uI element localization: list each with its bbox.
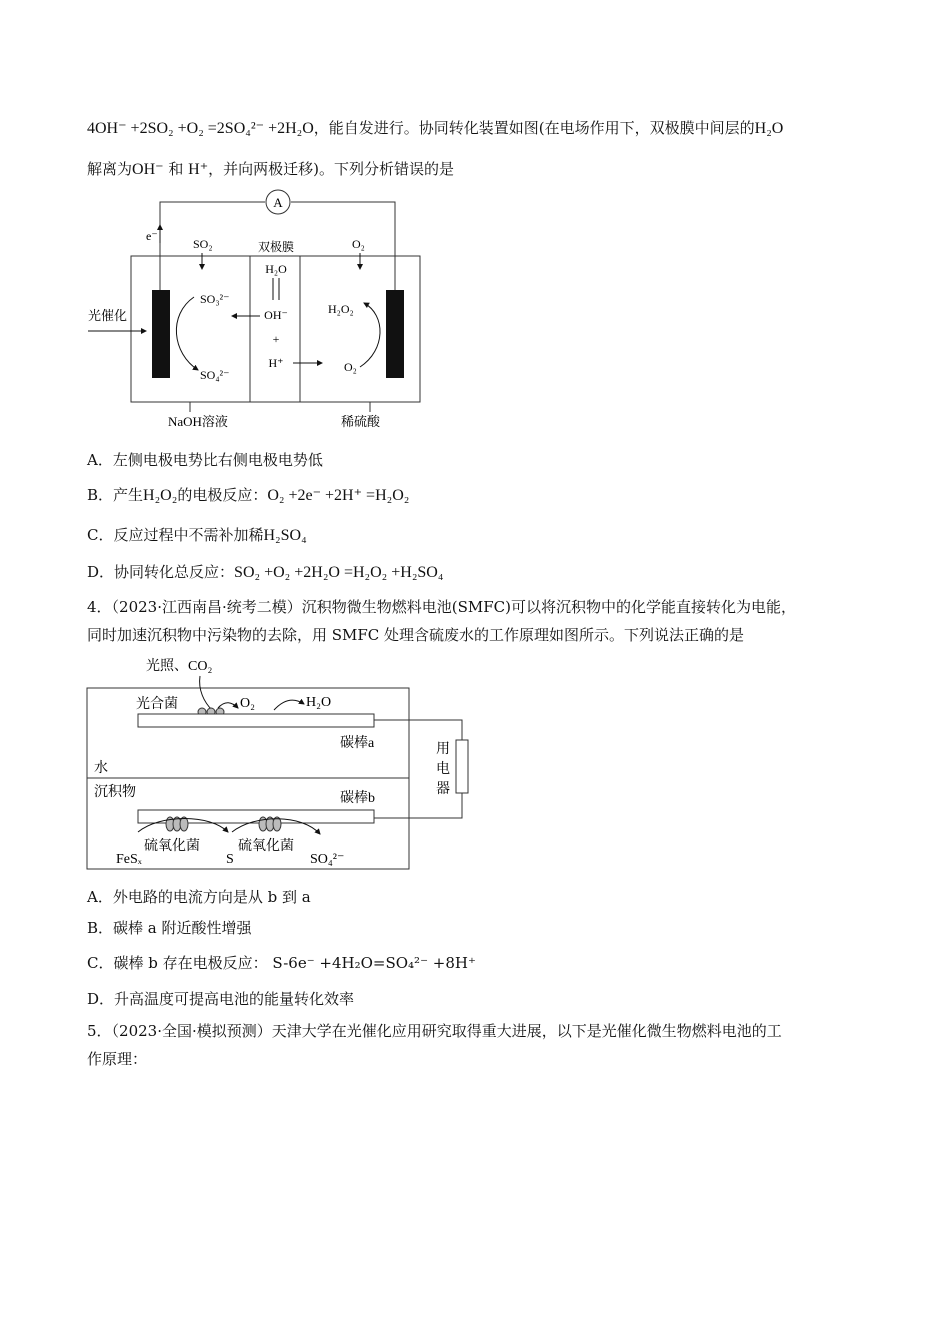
- option-text: 产生: [113, 486, 144, 504]
- h2o-formula: H₂O: [754, 120, 784, 137]
- so3-label: SO₃²⁻: [200, 292, 230, 306]
- q3-option-b: [87, 484, 409, 507]
- membrane-h2o: H₂O: [265, 262, 287, 276]
- option-formula: H₂SO₄: [263, 527, 307, 544]
- o2-bottom-label: O₂: [344, 360, 357, 374]
- q4-option-b: [87, 917, 252, 939]
- q4-option-a: [87, 886, 311, 908]
- option-label: A．: [87, 451, 113, 469]
- intro-text-2: 解离为: [87, 160, 133, 178]
- intro-line-1: [87, 117, 783, 140]
- rod-b-label: 碳棒b: [340, 791, 375, 806]
- option-text-2: 的电极反应：: [177, 486, 268, 504]
- q4-stem-line-1: 4．（2023·江西南昌·统考二模）沉积物微生物燃料电池(SMFC)可以将沉积物中的化学能直接转化为电能，: [87, 598, 796, 616]
- oh-formula: OH⁻: [132, 161, 164, 178]
- option-formula: SO₂ +O₂ +2H₂O =H₂O₂ +H₂SO₄: [234, 564, 444, 581]
- option-text: 反应过程中不需补加稀: [113, 526, 264, 544]
- figure-2-smfc-diagram: [80, 650, 480, 875]
- photosynthetic-bacteria-label: 光合菌: [136, 697, 178, 712]
- membrane-label: 双极膜: [257, 240, 295, 254]
- electrical-device: [456, 740, 468, 793]
- option-label: B．: [87, 486, 114, 504]
- option-label: B．: [87, 919, 114, 937]
- equation-1: 4OH⁻ +2SO₂ +O₂ =2SO₄²⁻ +2H₂O: [87, 120, 314, 137]
- electron-label: e⁻: [146, 229, 158, 243]
- option-formula-2: O₂ +2e⁻ +2H⁺ =H₂O₂: [267, 487, 410, 504]
- so4-label: SO₄²⁻: [310, 852, 345, 867]
- sulfur-bacteria-label-2: 硫氧化菌: [238, 839, 294, 854]
- fesx-label: FeSₓ: [116, 852, 142, 867]
- left-electrode: [152, 290, 170, 378]
- rod-a-label: 碳棒a: [340, 736, 375, 751]
- q5-stem-line-1: 5．（2023·全国·模拟预测）天津大学在光催化应用研究取得重大进展，以下是光催化微生物燃料电池的工: [87, 1022, 782, 1040]
- s-label: S: [226, 852, 234, 867]
- membrane-plus: +: [272, 332, 280, 346]
- sulfur-bacteria-label-1: 硫氧化菌: [144, 839, 200, 854]
- device-label-3: 器: [436, 782, 450, 797]
- option-formula: H₂O₂: [143, 487, 178, 504]
- so2-label: SO₂: [193, 237, 213, 251]
- option-text: 外电路的电流方向是从 b 到 a: [112, 888, 311, 906]
- membrane-oh: OH⁻: [264, 308, 288, 322]
- h2o-label: H₂O: [306, 695, 332, 710]
- q4-option-d: [87, 988, 354, 1010]
- intro-text-1: ，能自发进行。协同转化装置如图(在电场作用下，双极膜中间层的: [313, 119, 755, 137]
- membrane-hplus: H⁺: [268, 356, 284, 370]
- q4-stem-line-2: 同时加速沉积物中污染物的去除，用 SMFC 处理含硫废水的工作原理如图所示。下列说法正确的是: [87, 626, 745, 644]
- carbon-rod-a: [138, 714, 374, 727]
- intro-text-3: 和: [168, 160, 184, 178]
- ammeter-label: A: [273, 195, 283, 210]
- option-text: 碳棒 a 附近酸性增强: [113, 919, 252, 937]
- option-text: 协同转化总反应：: [114, 563, 235, 581]
- option-label: D．: [87, 990, 115, 1008]
- option-label: D．: [87, 563, 115, 581]
- intro-text-4: ，并向两极迁移)。下列分析错误的是: [208, 160, 455, 178]
- hplus-formula: H⁺: [188, 161, 209, 178]
- figure-1-cell-diagram: [80, 185, 430, 435]
- light-co2-label: 光照、CO₂: [146, 659, 213, 674]
- right-electrode: [386, 290, 404, 378]
- q4-option-c: [87, 952, 476, 974]
- device-label-1: 用: [436, 742, 450, 757]
- q3-option-d: [87, 561, 443, 584]
- dilute-sulfuric-label: 稀硫酸: [341, 414, 381, 429]
- option-label: C．: [87, 954, 114, 972]
- water-label: 水: [94, 761, 108, 776]
- so4-label: SO₄²⁻: [200, 368, 230, 382]
- sediment-label: 沉积物: [94, 785, 136, 800]
- naoh-solution-label: NaOH溶液: [168, 414, 228, 429]
- option-label: A．: [87, 888, 113, 906]
- h2o2-label: H₂O₂: [328, 302, 354, 316]
- option-text: 左侧电极电势比右侧电极电势低: [112, 451, 323, 469]
- light-catalysis-label: 光催化: [88, 308, 128, 323]
- option-label: C．: [87, 526, 114, 544]
- q5-stem-line-2: 作原理：: [87, 1050, 148, 1068]
- option-text: 升高温度可提高电池的能量转化效率: [114, 990, 355, 1008]
- device-label-2: 电: [436, 762, 450, 777]
- q3-option-a: [87, 449, 323, 471]
- o2-label: O₂: [240, 696, 255, 711]
- q3-option-c: [87, 524, 307, 547]
- o2-top-label: O₂: [352, 237, 365, 251]
- intro-line-2: [87, 158, 454, 181]
- option-text: 碳棒 b 存在电极反应： S-6e⁻ +4H₂O=SO₄²⁻ +8H⁺: [113, 954, 476, 972]
